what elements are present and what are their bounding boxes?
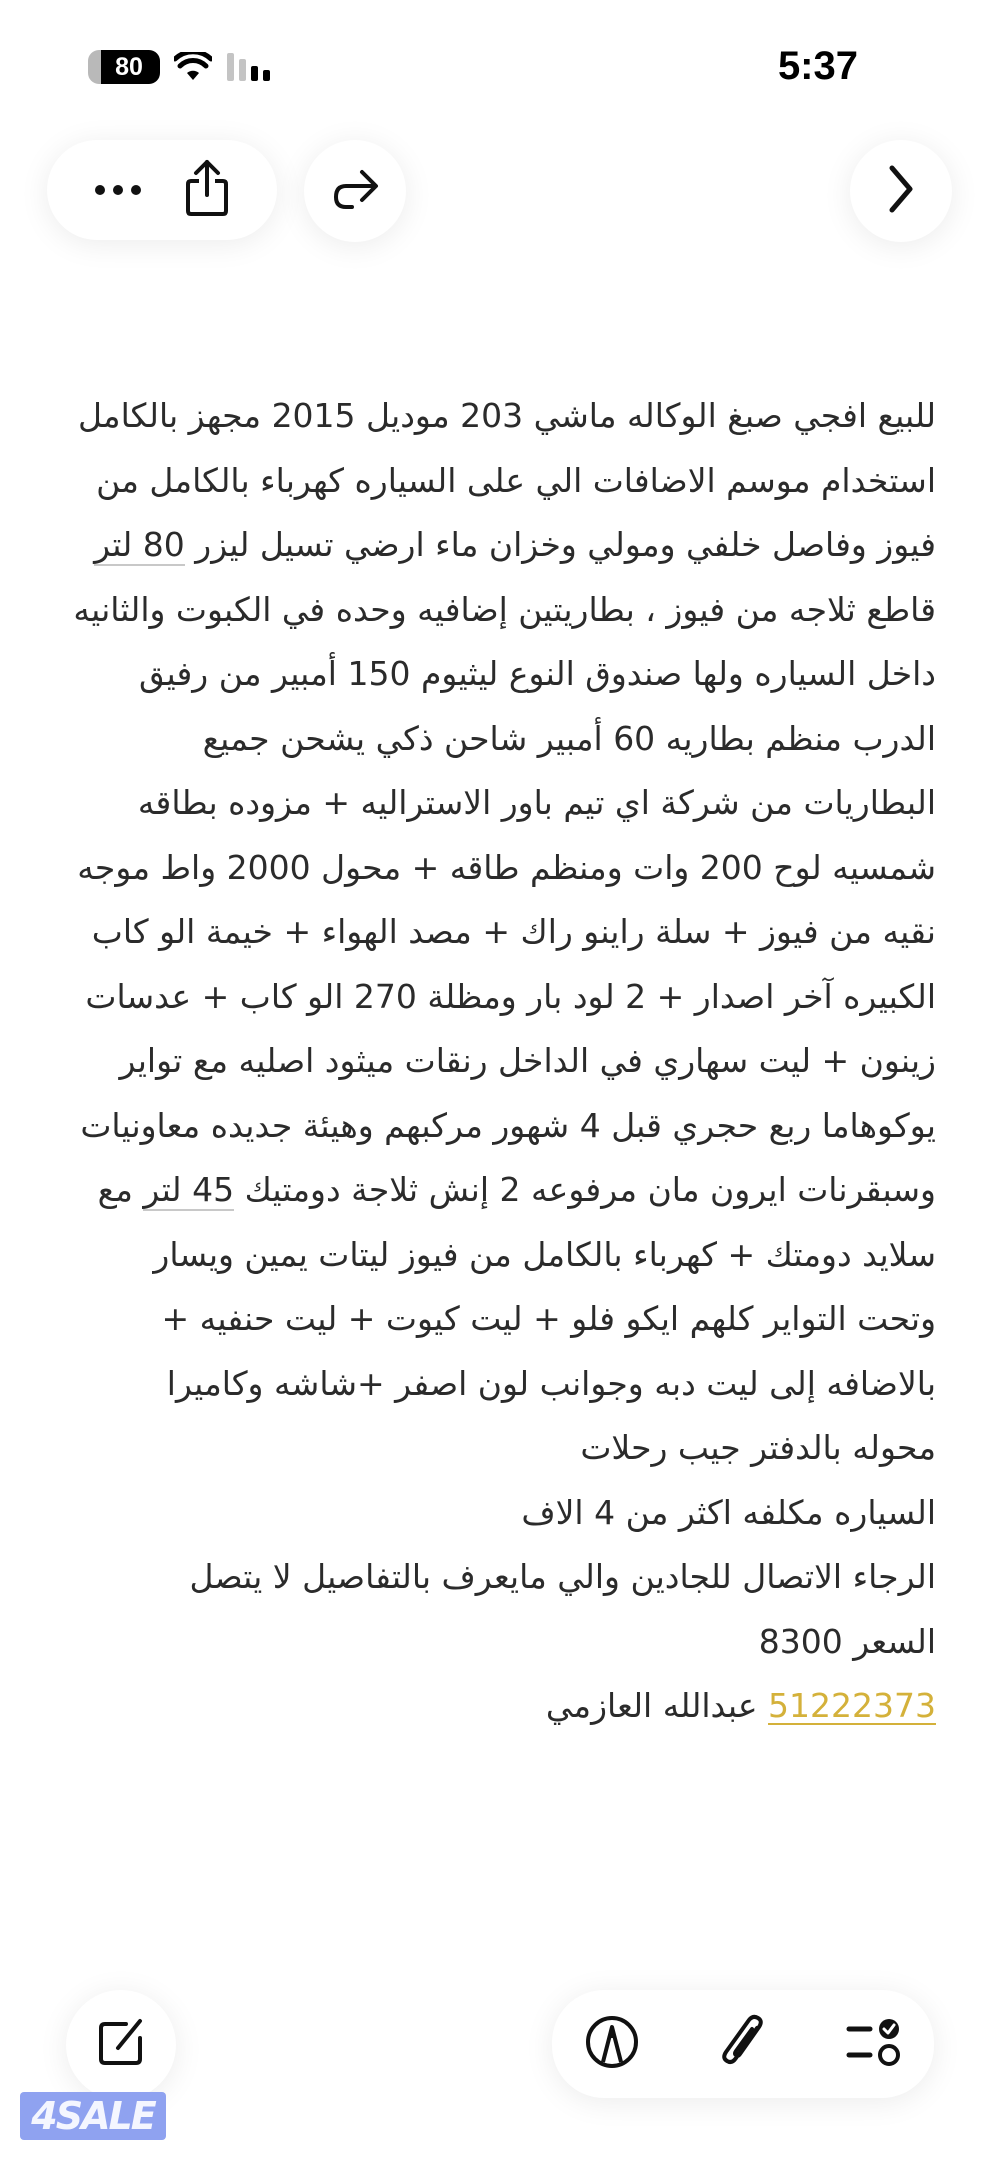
actions-pill — [47, 140, 277, 240]
markup-button[interactable] — [582, 2014, 642, 2074]
note-text: مع سلايد دومتك + كهرباء بالكامل من فيوز ليتات يمين ويسار وتحت التواير كلهم ايكو فلو + ليت كيوت + ليت حنفيه + بالاضافه إلى ليت دبه وجوانب لون اصفر +شاشه وكاميرا — [97, 1170, 936, 1403]
bottom-toolbar — [0, 1990, 1000, 2100]
note-line-registration: محوله بالدفتر جيب رحلات — [580, 1428, 936, 1467]
new-note-button[interactable] — [66, 1990, 176, 2100]
status-indicators — [88, 50, 278, 84]
checklist-icon — [846, 2016, 902, 2072]
note-body[interactable] — [70, 384, 936, 1739]
note-paragraph-description — [70, 384, 936, 1416]
redo-button[interactable] — [304, 140, 406, 242]
paperclip-icon — [719, 2014, 767, 2074]
note-text: للبيع افجي صبغ الوكاله ماشي 203 موديل 2015 مجهز بالكامل استخدام موسم الاضافات الي على السياره كهرباء بالكامل من فيوز وفاصل خلفي ومولي وخزان ماء ارضي تسيل ليزر — [77, 396, 936, 564]
note-line-cost: السياره مكلفه اكثر من 4 الاف — [521, 1492, 936, 1532]
cellular-signal-icon — [226, 52, 278, 82]
battery-icon — [88, 50, 160, 84]
next-button[interactable] — [850, 140, 952, 242]
wifi-icon — [174, 52, 212, 82]
contact-name: عبدالله العازمي — [545, 1686, 758, 1725]
battery-level: 80 — [115, 52, 143, 81]
ellipsis-icon — [94, 181, 142, 200]
note-text: قاطع ثلاجه من فيوز ، بطاريتين إضافيه وحده في الكبوت والثانيه داخل السياره ولها صندوق النوع ليثيوم 150 أمبير من رفيق الدرب منظم بطاريه 60 أمبير شاحن ذكي يشحن جميع البطاريات من شركة اي تيم باور الاستراليه + مزوده بطاقه شمسيه لوح 200 وات ومنظم طاقه + محول 2000 واط موجه نقيه من فيوز + سلة راينو راك + مصد الهواء + خيمة الو كاب الكبيره آخر اصدار + 2 لود بار ومظلة 270 الو كاب + عدسات زينون + ليت سهاري في الداخل رنقات ميثود اصليه مع تواير يوكوهاما ربع حجري قبل 4 شهور مركبهم وهيئة جديده معاونيات وسبقرنات ايرون مان مرفوعه 2 إنش ثلاجة دومتيك — [73, 589, 936, 1209]
measurement-underlined[interactable]: 45 لتر — [143, 1170, 235, 1209]
status-bar — [0, 0, 1000, 120]
note-line-contact — [70, 1674, 936, 1739]
phone-number-link[interactable]: 51222373 — [768, 1686, 936, 1725]
more-button[interactable] — [88, 160, 148, 220]
clock: 5:37 — [777, 44, 858, 88]
redo-icon — [330, 164, 380, 218]
note-line-contact-instructions: الرجاء الاتصال للجادين والي مايعرف بالتفاصيل لا يتصل — [189, 1557, 936, 1596]
checklist-button[interactable] — [844, 2014, 904, 2074]
top-toolbar — [0, 140, 1000, 240]
compose-icon — [96, 2018, 146, 2072]
attach-button[interactable] — [713, 2014, 773, 2074]
chevron-right-icon — [886, 164, 916, 218]
markup-pen-icon — [585, 2015, 639, 2073]
tools-pill — [552, 1990, 934, 2098]
4sale-watermark-logo: 4SALE — [20, 2092, 166, 2140]
measurement-underlined[interactable]: 80 لتر — [94, 525, 185, 564]
share-icon — [184, 159, 230, 221]
note-line-price: السعر 8300 — [758, 1621, 936, 1661]
share-button[interactable] — [177, 160, 237, 220]
